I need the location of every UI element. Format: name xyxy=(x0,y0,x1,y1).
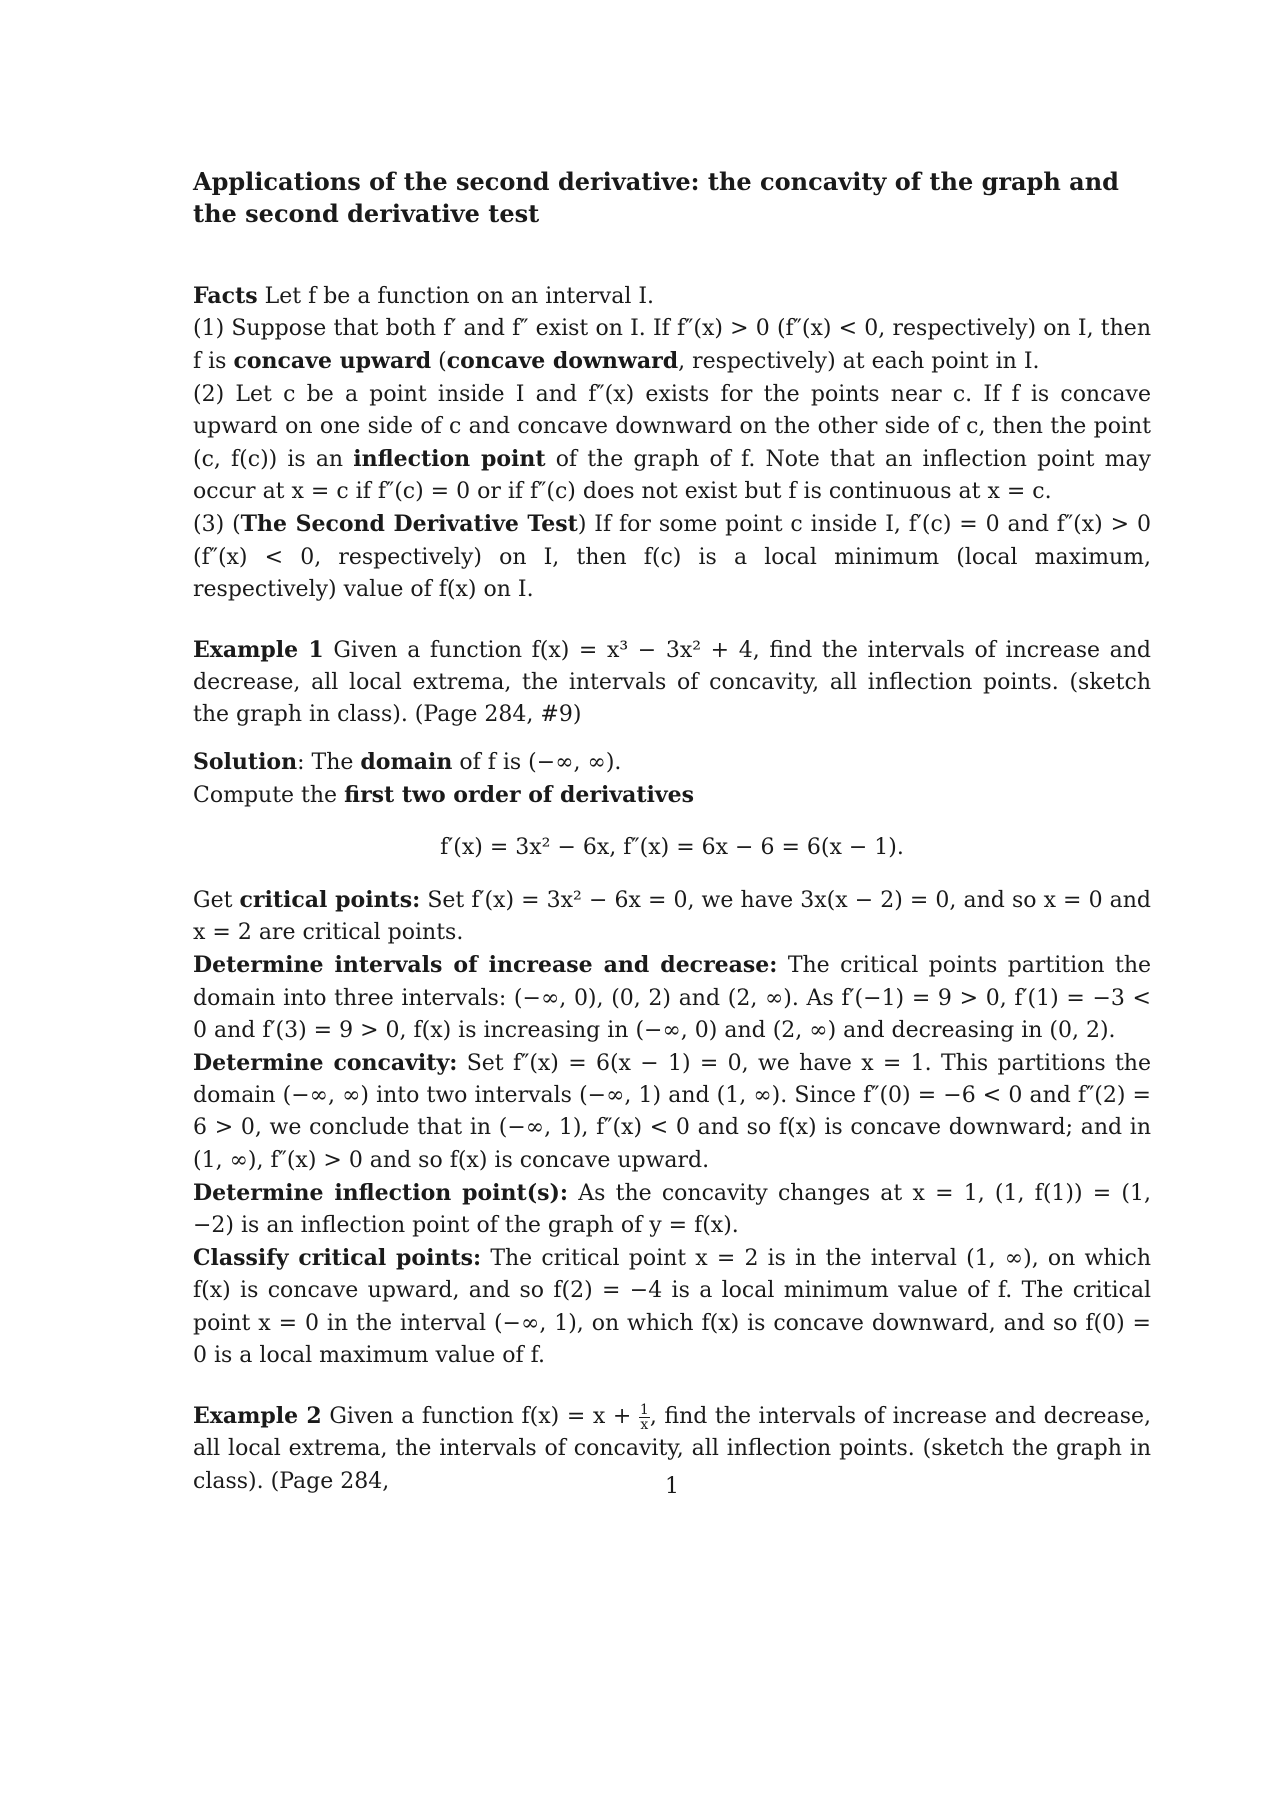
document-title: Applications of the second derivative: the concavity of the graph and the second derivative test xyxy=(193,167,1119,228)
concavity-label: Determine concavity: xyxy=(193,1050,458,1077)
facts-item-3-post: ) If for some point c inside I, f′(c) = 0 and f″(x) > 0 (f″(x) < 0, respectively) on I, then f(c) is a local minimum (local maximum, respectively) value of f(x) on I. xyxy=(193,512,1151,602)
concavity-paragraph xyxy=(193,1047,1151,1177)
solution-label: Solution xyxy=(193,748,298,775)
facts-item-3 xyxy=(193,508,1151,606)
inflection-label: Determine inflection point(s): xyxy=(193,1179,569,1206)
example-1-text: Given a function f(x) = x³ − 3x² + 4, find the intervals of increase and decrease, all local extrema, the intervals of concavity, all inflection points. (sketch the graph in class). (Page 284, #9) xyxy=(193,638,1151,728)
example-1-label: Example 1 xyxy=(193,637,324,664)
critical-points-text: Set f′(x) = 3x² − 6x = 0, we have 3x(x − 2) = 0, and so x = 0 and x = 2 are critical points. xyxy=(193,888,1152,946)
term-first-two-derivatives: first two order of derivatives xyxy=(344,781,695,808)
compute-pre: Compute the xyxy=(193,782,338,808)
inflection-text: As the concavity changes at x = 1, (1, f(1)) = (1, −2) is an inflection point of the graph of y = f(x). xyxy=(193,1180,1151,1239)
page-number: 1 xyxy=(665,1474,679,1499)
critical-pre: Get xyxy=(193,888,233,914)
term-concave-downward: concave downward xyxy=(446,348,679,375)
facts-intro xyxy=(193,280,1151,313)
example-2-text-pre: Given a function f(x) = x + xyxy=(329,1404,632,1430)
facts-item-3-pre: (3) ( xyxy=(193,512,241,538)
term-domain: domain xyxy=(360,748,453,775)
document-page xyxy=(193,166,1151,1498)
classify-paragraph xyxy=(193,1242,1151,1372)
example-2-text-post: , find the intervals of increase and decrease, all local extrema, the intervals of concavity, all inflection points. (sketch the graph in class). (Page 284, xyxy=(193,1404,1151,1494)
fraction-one-over-x xyxy=(639,1403,650,1432)
example-2-label: Example 2 xyxy=(193,1403,322,1430)
facts-item-1-mid: ( xyxy=(438,349,447,375)
critical-points-paragraph xyxy=(193,884,1151,949)
facts-item-1 xyxy=(193,313,1151,378)
example-1-solution xyxy=(193,746,1151,779)
solution-pre: : The xyxy=(297,749,354,775)
term-second-derivative-test: The Second Derivative Test xyxy=(240,511,578,538)
facts-item-1-pre: (1) Suppose that both f′ and f″ exist on I. If f″(x) > 0 (f″(x) < 0, respectively) on I, then f is xyxy=(193,316,1151,375)
facts-item-2 xyxy=(193,379,1151,509)
increase-decrease-label: Determine intervals of increase and decrease: xyxy=(193,952,778,979)
facts-item-1-post: , respectively) at each point in I. xyxy=(678,349,1040,375)
term-concave-upward: concave upward xyxy=(233,348,432,375)
facts-intro-text: Let f be a function on an interval I. xyxy=(264,284,655,309)
term-inflection-point: inflection point xyxy=(353,446,546,473)
solution-post: of f is (−∞, ∞). xyxy=(459,749,622,775)
facts-item-2-pre: (2) Let c be a point inside I and f″(x) exists for the points near c. If f is concave upward on one side of c and concave downward on the other side of c, then the point (c, f(c)) is an xyxy=(193,381,1151,473)
concavity-text: Set f″(x) = 6(x − 1) = 0, we have x = 1. This partitions the domain (−∞, ∞) into two intervals (−∞, 1) and (1, ∞). Since f″(0) = −6 < 0 and f″(2) = 6 > 0, we conclude that in (−∞, 1), f″(x) < 0 and so f(x) is concave downward; and in (1, ∞), f″(x) > 0 and so f(x) is concave upward. xyxy=(193,1051,1151,1173)
example-1-compute xyxy=(193,779,1151,812)
fraction-denominator: x xyxy=(640,1416,649,1433)
fraction-numerator: 1 xyxy=(639,1401,649,1418)
facts-label: Facts xyxy=(193,283,258,309)
inflection-paragraph xyxy=(193,1177,1151,1242)
example-1-statement xyxy=(193,634,1151,732)
classify-label: Classify critical points: xyxy=(193,1245,482,1272)
facts-item-2-post: of the graph of f. Note that an inflection point may occur at x = c if f″(c) = 0 or if f″(c) does not exist but f is continuous at x = c. xyxy=(193,447,1151,505)
display-equation: f′(x) = 3x² − 6x, f″(x) = 6x − 6 = 6(x − 1). xyxy=(440,835,904,861)
critical-points-label: critical points: xyxy=(239,887,421,914)
increase-decrease-text: The critical points partition the domain into three intervals: (−∞, 0), (0, 2) and (2, ∞). As f′(−1) = 9 > 0, f′(1) = −3 < 0 and f′(3) = 9 > 0, f(x) is increasing in (−∞, 0) and (2, ∞) and decreasing in (0, 2). xyxy=(193,953,1152,1043)
classify-text: The critical point x = 2 is in the interval (1, ∞), on which f(x) is concave upward, and so f(2) = −4 is a local minimum value of f. The critical point x = 0 in the interval (−∞, 1), on which f(x) is concave downward, and so f(0) = 0 is a local maximum value of f. xyxy=(193,1246,1151,1368)
increase-decrease-paragraph xyxy=(193,949,1151,1047)
